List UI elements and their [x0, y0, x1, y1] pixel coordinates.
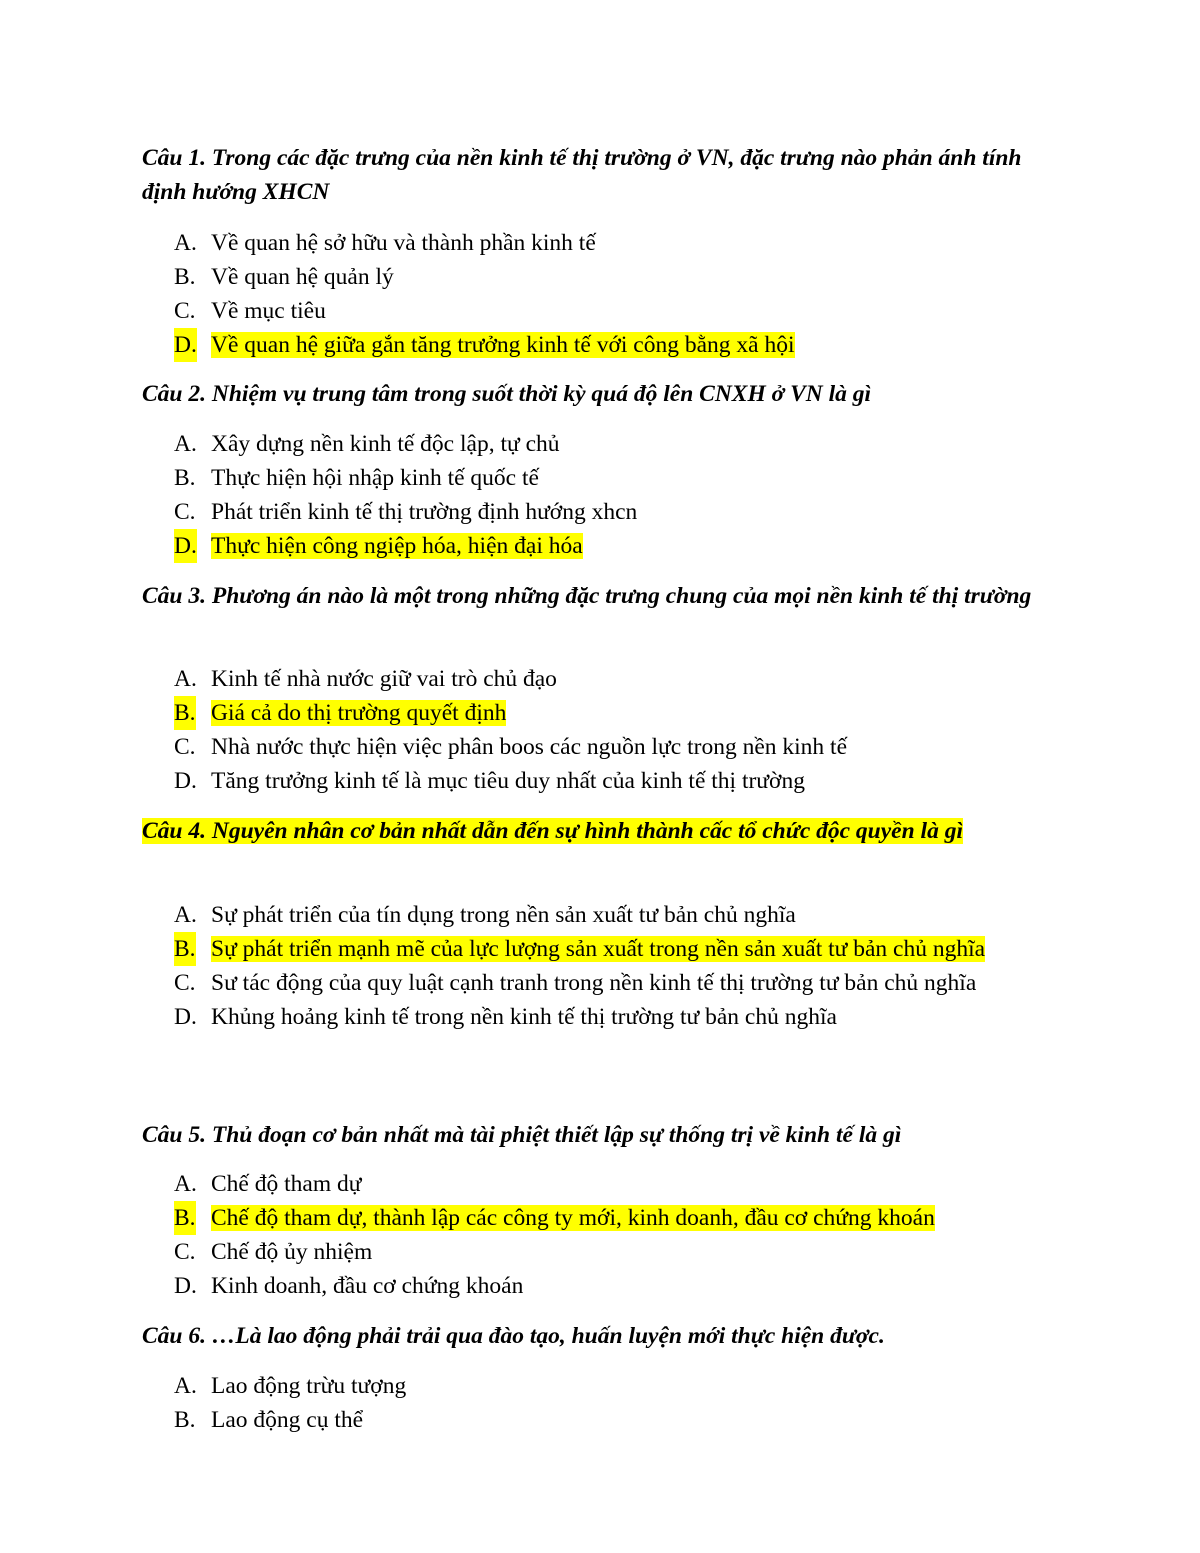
question-2-answer-a: A. Xây dựng nền kinh tế độc lập, tự chủ: [174, 431, 560, 457]
question-1-text: [142, 145, 1022, 205]
question-2-body: Nhiệm vụ trung tâm trong suốt thời kỳ quá độ lên CNXH ở VN là gì: [211, 381, 872, 407]
question-6-answers: [174, 1369, 1069, 1437]
question-4-answer-c: C. Sư tác động của quy luật cạnh tranh trong nền kinh tế thị trường tư bản chủ nghĩa: [174, 970, 977, 996]
question-1-label: Câu 1.: [142, 145, 206, 171]
question-3-body: Phương án nào là một trong những đặc trưng chung của mọi nền kinh tế thị trường: [211, 583, 1032, 609]
question-3-label: Câu 3.: [142, 583, 206, 609]
question-5-answers: [174, 1167, 1069, 1303]
question-2-answer-c: C. Phát triển kinh tế thị trường định hướng xhcn: [174, 499, 638, 525]
question-6-answer-b: B. Lao động cụ thể: [174, 1407, 364, 1433]
question-1-answer-d: D. Về quan hệ giữa gắn tăng trưởng kinh tế với công bằng xã hội: [174, 328, 1069, 362]
question-1-answer-c: C. Về mục tiêu: [174, 298, 326, 324]
question-2-text: [142, 381, 871, 407]
question-4-answers: [174, 898, 1069, 1034]
question-3-answers: [174, 662, 1069, 798]
question-1-answer-a: A. Về quan hệ sở hữu và thành phần kinh tế: [174, 230, 596, 256]
question-3-answer-c: C. Nhà nước thực hiện việc phân boos các nguồn lực trong nền kinh tế: [174, 734, 848, 760]
question-5-label: Câu 5.: [142, 1122, 206, 1148]
question-1: [142, 141, 1057, 209]
question-4-label: Câu 4.: [142, 818, 206, 844]
question-4-text: [142, 818, 963, 844]
question-3-answer-d: D. Tăng trưởng kinh tế là mục tiêu duy nhất của kinh tế thị trường: [174, 768, 805, 794]
question-4-answer-d: D. Khủng hoảng kinh tế trong nền kinh tế thị trường tư bản chủ nghĩa: [174, 1004, 837, 1030]
question-1-answers: [174, 226, 1069, 362]
question-5-text: [142, 1122, 901, 1148]
question-5-answer-c: C. Chế độ ủy nhiệm: [174, 1239, 373, 1265]
question-3-answer-a: A. Kinh tế nhà nước giữ vai trò chủ đạo: [174, 666, 557, 692]
question-4-answer-a: A. Sự phát triển của tín dụng trong nền sản xuất tư bản chủ nghĩa: [174, 902, 796, 928]
question-4: [142, 814, 1057, 848]
question-2-answer-d: D. Thực hiện công ngiệp hóa, hiện đại hóa: [174, 529, 1069, 563]
question-2-answer-b: B. Thực hiện hội nhập kinh tế quốc tế: [174, 465, 539, 491]
question-4-answer-b: B. Sự phát triển mạnh mẽ của lực lượng sản xuất trong nền sản xuất tư bản chủ nghĩa: [174, 932, 1069, 966]
question-1-body: Trong các đặc trưng của nền kinh tế thị trường ở VN, đặc trưng nào phản ánh tính định hướng XHCN: [142, 145, 1022, 205]
question-3-answer-b: B. Giá cả do thị trường quyết định: [174, 696, 1069, 730]
question-6-text: [142, 1323, 885, 1349]
question-5-answer-a: A. Chế độ tham dự: [174, 1171, 362, 1197]
question-3-text: [142, 583, 1031, 609]
question-6-label: Câu 6.: [142, 1323, 206, 1349]
question-6: [142, 1319, 1057, 1353]
question-2: [142, 377, 1057, 411]
question-4-body: Nguyên nhân cơ bản nhất dẫn đến sự hình thành cấc tổ chức độc quyền là gì: [211, 818, 963, 844]
question-5-answer-d: D. Kinh doanh, đầu cơ chứng khoán: [174, 1273, 524, 1299]
question-3: [142, 579, 1057, 613]
question-2-answers: [174, 427, 1069, 563]
question-1-answer-b: B. Về quan hệ quản lý: [174, 264, 394, 290]
question-6-body: …Là lao động phải trải qua đào tạo, huấn luyện mới thực hiện được.: [211, 1323, 885, 1349]
question-2-label: Câu 2.: [142, 381, 206, 407]
question-5-body: Thủ đoạn cơ bản nhất mà tài phiệt thiết lập sự thống trị về kinh tế là gì: [211, 1122, 902, 1148]
question-5: [142, 1118, 1057, 1152]
question-5-answer-b: B. Chế độ tham dự, thành lập các công ty mới, kinh doanh, đầu cơ chứng khoán: [174, 1201, 1069, 1235]
question-6-answer-a: A. Lao động trừu tượng: [174, 1373, 407, 1399]
